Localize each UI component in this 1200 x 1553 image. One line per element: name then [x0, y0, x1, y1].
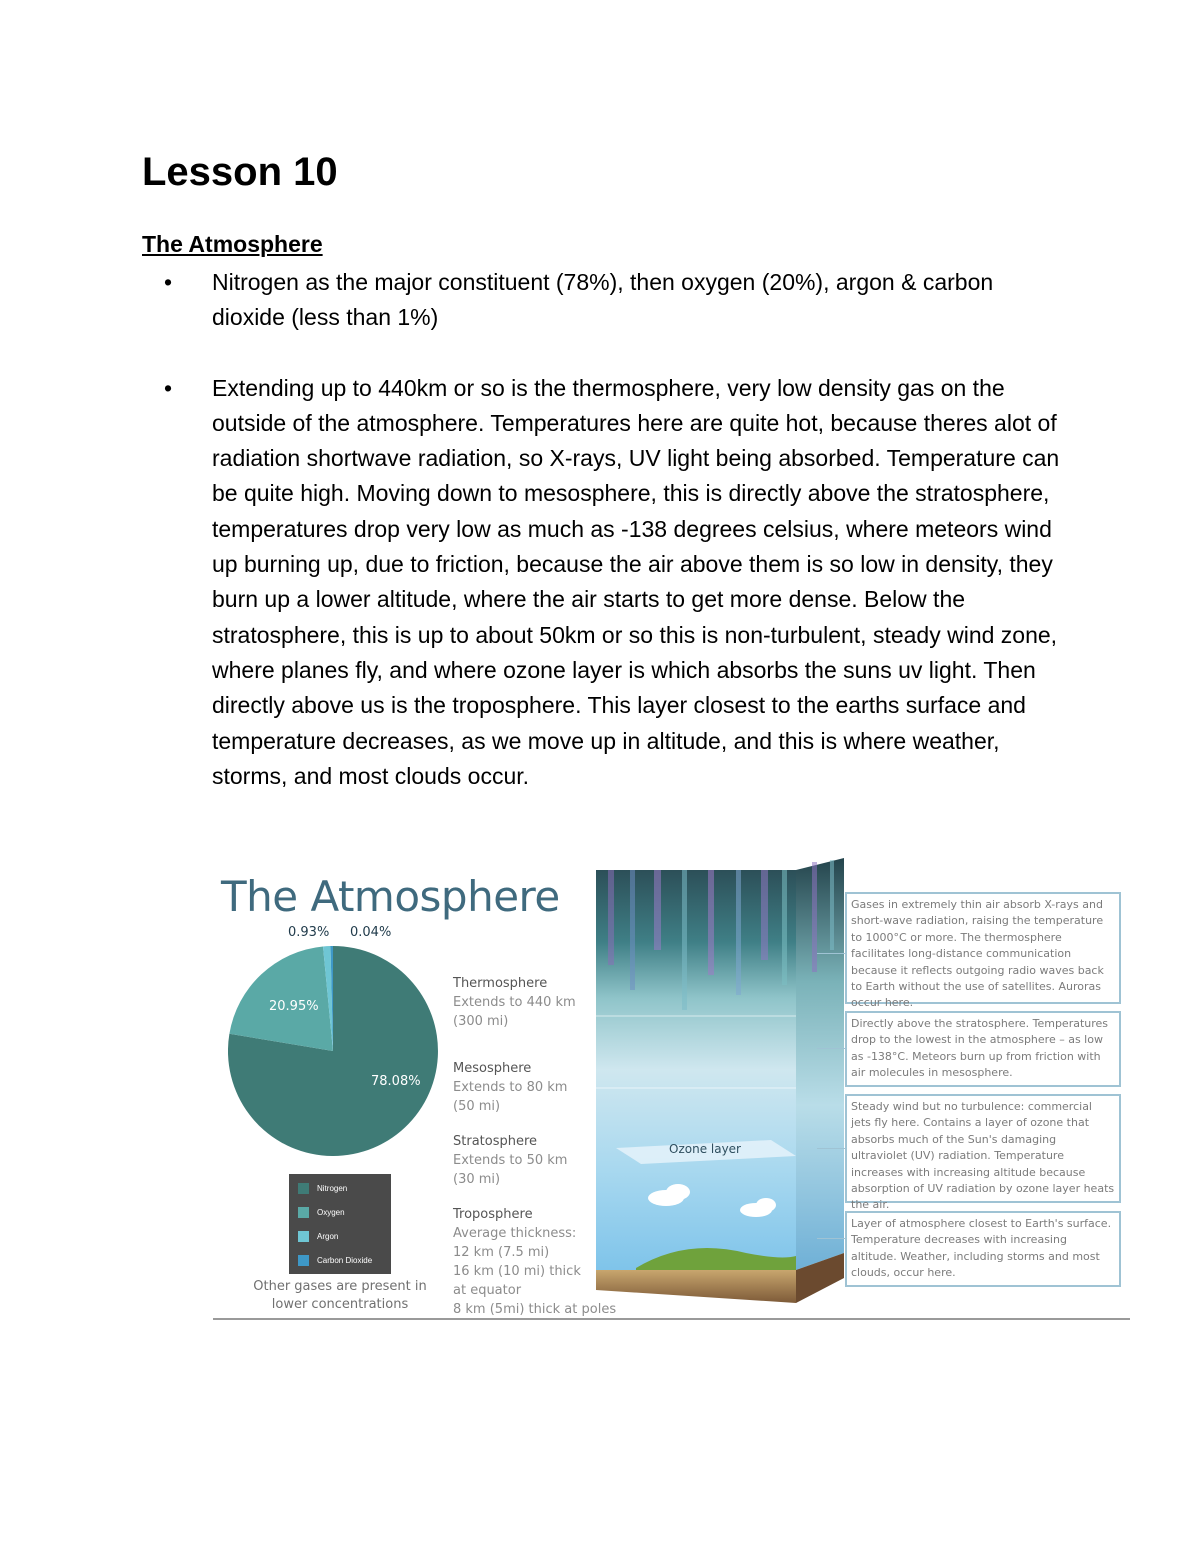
- layer-label-mesosphere: [453, 1059, 567, 1116]
- pie-label-nitrogen: 78.08%: [371, 1074, 421, 1089]
- layer-label-troposphere: [453, 1205, 616, 1319]
- layer-detail: (300 mi): [453, 1014, 509, 1029]
- layer-detail: Average thickness:: [453, 1226, 577, 1241]
- layer-detail: 12 km (7.5 mi): [453, 1245, 550, 1260]
- list-item: [142, 371, 1072, 795]
- divider: [213, 1318, 1130, 1320]
- layer-detail: (30 mi): [453, 1172, 501, 1187]
- layer-detail: Extends to 50 km: [453, 1153, 568, 1168]
- legend-swatch: [298, 1183, 309, 1194]
- layer-detail: (50 mi): [453, 1099, 501, 1114]
- column-side-face: [796, 858, 844, 1270]
- ground-layer: [596, 1270, 796, 1303]
- description-troposphere: Layer of atmosphere closest to Earth's surface. Temperature decreases with increasing altitude. Weather, including storms and most clouds, occur here.: [845, 1211, 1121, 1287]
- bullet-symbol: •: [164, 269, 173, 295]
- bullet-text: Nitrogen as the major constituent (78%), then oxygen (20%), argon & carbon dioxide (less than 1%): [212, 269, 994, 331]
- layer-detail: 16 km (10 mi) thick: [453, 1264, 581, 1279]
- leader-line: [817, 1148, 845, 1149]
- leader-line: [817, 1238, 845, 1239]
- leader-line: [817, 1048, 845, 1049]
- infographic-title: The Atmosphere: [221, 872, 560, 921]
- legend-label: Nitrogen: [317, 1184, 348, 1193]
- section-heading: The Atmosphere: [142, 231, 323, 257]
- list-item: [142, 265, 1072, 336]
- legend-label: Argon: [317, 1232, 339, 1241]
- legend-label: Carbon Dioxide: [317, 1256, 373, 1265]
- legend-swatch: [298, 1207, 309, 1218]
- description-thermosphere: Gases in extremely thin air absorb X-rays and short-wave radiation, raising the temperature to 1000°C or more. The thermosphere facilitates long-distance communication because it reflects outgoing radio waves back to Earth without the use of satellites. Auroras occur here.: [845, 892, 1121, 1004]
- composition-pie-chart: [228, 946, 438, 1156]
- pie-label-argon: 0.93%: [288, 925, 330, 940]
- layer-name: Troposphere: [453, 1207, 533, 1222]
- description-stratosphere: Steady wind but no turbulence: commercial jets fly here. Contains a layer of ozone that absorbs much of the Sun's damaging ultraviolet (UV) radiation. Temperature increases with increasing altitude because absorption of UV radiation by ozone layer heats the air.: [845, 1094, 1121, 1203]
- layer-detail: at equator: [453, 1283, 522, 1298]
- layer-name: Mesosphere: [453, 1061, 532, 1076]
- atmosphere-infographic: [213, 858, 1130, 1320]
- legend-label: Oxygen: [317, 1208, 345, 1217]
- layer-detail: Extends to 80 km: [453, 1080, 568, 1095]
- layer-label-stratosphere: [453, 1132, 567, 1189]
- bullet-list: [142, 265, 1072, 794]
- leader-line: [817, 953, 845, 954]
- page-title: Lesson 10: [142, 150, 338, 194]
- atmosphere-column-illustration: [596, 858, 856, 1318]
- pie-legend: [289, 1174, 391, 1274]
- pie-label-carbon-dioxide: 0.04%: [350, 925, 392, 940]
- layer-label-thermosphere: [453, 974, 576, 1031]
- layer-name: Thermosphere: [453, 976, 548, 991]
- description-mesosphere: Directly above the stratosphere. Temperatures drop to the lowest in the atmosphere – as low as -138°C. Meteors burn up from friction with air molecules in mesosphere.: [845, 1011, 1121, 1087]
- legend-swatch: [298, 1231, 309, 1242]
- bullet-text: Extending up to 440km or so is the thermosphere, very low density gas on the outside of the atmosphere. Temperatures here are quite hot, because theres alot of radiation shortwave radiation, so X-rays, UV light being absorbed. Temperature can be quite high. Moving down to mesosphere, this is directly above the stratosphere, temperatures drop very low as much as -138 degrees celsius, where meteors wind up burning up, due to friction, because the air above them is so low in density, they burn up a lower altitude, where the air starts to get more dense. Below the stratosphere, this is up to about 50km or so this is non-turbulent, steady wind zone, where planes fly, and where ozone layer is which absorbs the suns uv light. Then directly above us is the troposphere. This layer closest to the earths surface and temperature decreases, as we move up in altitude, and this is where weather, storms, and most clouds occur.: [212, 374, 1060, 789]
- other-gases-note: Other gases are present in lower concentrations: [253, 1279, 427, 1312]
- legend-swatch: [298, 1255, 309, 1266]
- pie-label-oxygen: 20.95%: [269, 999, 319, 1014]
- layer-name: Stratosphere: [453, 1134, 538, 1149]
- layer-detail: 8 km (5mi) thick at poles: [453, 1302, 617, 1317]
- layer-detail: Extends to 440 km: [453, 995, 576, 1010]
- bullet-symbol: •: [164, 374, 173, 401]
- ozone-layer-label: Ozone layer: [669, 1142, 741, 1156]
